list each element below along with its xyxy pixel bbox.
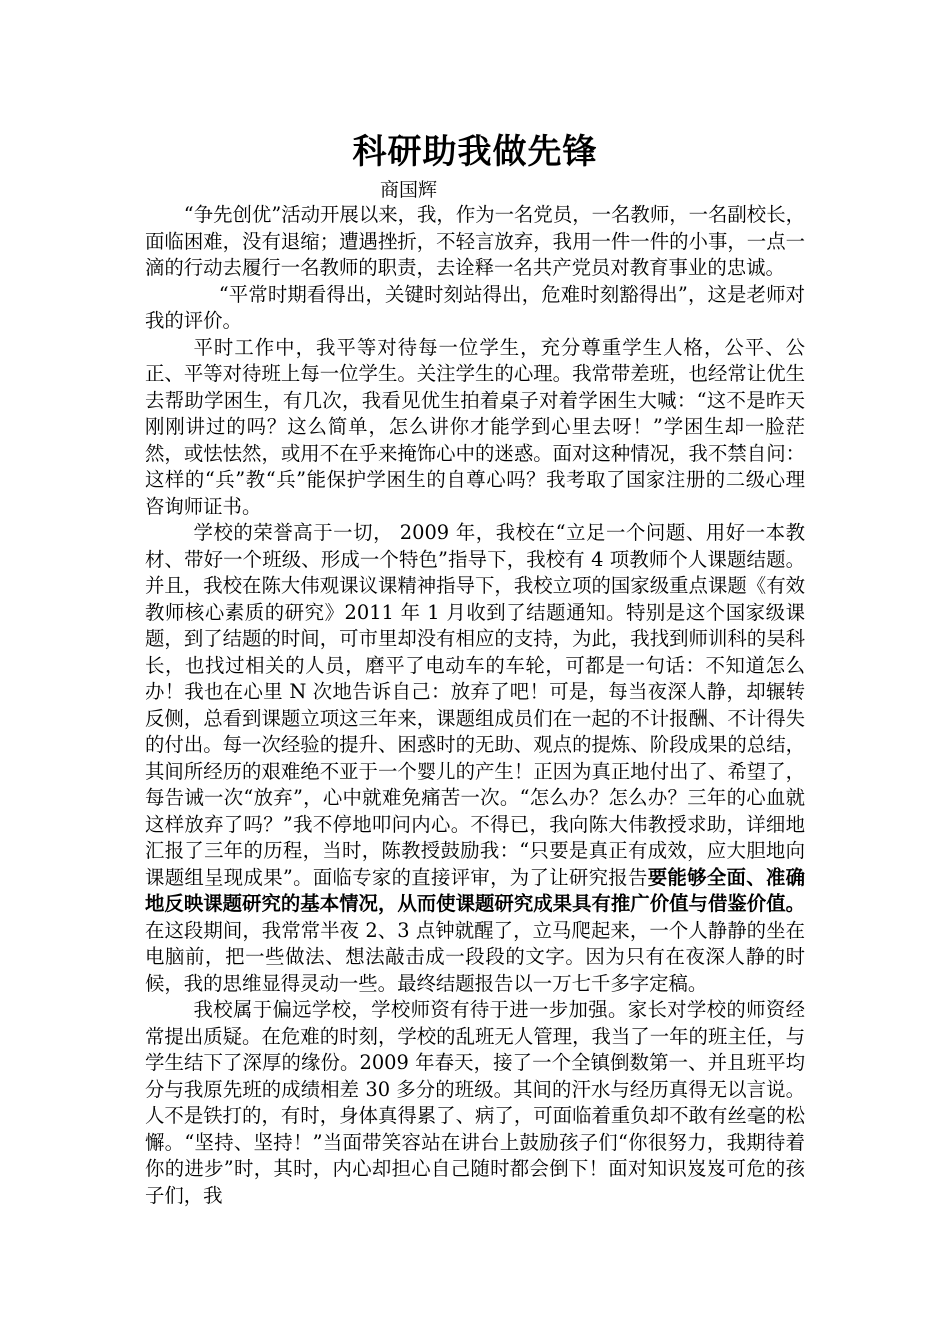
paragraph-4: [145, 520, 805, 997]
document-page: [145, 126, 805, 1209]
paragraph-3: 平时工作中，我平等对待每一位学生，充分尊重学生人格，公平、公正、平等对待班上每一位学生。关注学生的心理。我常带差班，也经常让优生去帮助学困生，有几次，我看见优生拍着桌子对着学困生大喊：“这不是昨天刚刚讲过的吗？这么简单，怎么讲你才能学到心里去呀！”学困生却一脸茫然，或怯怯然，或用不在乎来掩饰心中的迷惑。面对这种情况，我不禁自问：这样的“兵”教“兵”能保护学困生的自尊心吗？我考取了国家注册的二级心理咨询师证书。: [145, 335, 805, 518]
paragraph-4-bold-text: 要能够全面、准确地反映课题研究的基本情况，从而使课题研究成果具有推广价值与借鉴价值。: [145, 865, 806, 915]
paragraph-2: “平常时期看得出，关键时刻站得出，危难时刻豁得出”，这是老师对我的评价。: [145, 282, 805, 332]
paragraph-4-text-end: 在这段期间，我常常半夜 2、3 点钟就醒了，立马爬起来，一个人静静的坐在电脑前，把一些做法、想法敲击成一段段的文字。因为只有在夜深人静的时候，我的思维显得灵动一些。最终结题报告以一万七千多字定稿。: [145, 918, 805, 995]
paragraph-5: 我校属于偏远学校，学校师资有待于进一步加强。家长对学校的师资经常提出质疑。在危难的时刻，学校的乱班无人管理，我当了一年的班主任，与学生结下了深厚的缘份。2009 年春天，接了一个全镇倒数第一、并且班平均分与我原先班的成绩相差 30 多分的班级。其间的汗水与经历真得无以言说。人不是铁打的，有时，身体真得累了、病了，可面临着重负却不敢有丝毫的松懈。“坚持、坚持！”当面带笑容站在讲台上鼓励孩子们“你很努力，我期待着你的进步”时，其时，内心却担心自己随时都会倒下！面对知识岌岌可危的孩子们，我: [145, 998, 805, 1207]
document-title: 科研助我做先锋: [352, 132, 598, 172]
paragraph-1: “争先创优”活动开展以来，我，作为一名党员，一名教师，一名副校长，面临困难，没有退缩；遭遇挫折，不轻言放弃，我用一件一件的小事，一点一滴的行动去履行一名教师的职责，去诠释一名共产党员对教育事业的忠诚。: [145, 203, 805, 279]
author-name: 商国辉: [380, 179, 438, 201]
paragraph-4-text-start: 学校的荣誉高于一切， 2009 年，我校在“立足一个问题、用好一本教材、带好一个班级、形成一个特色”指导下，我校有 4 项教师个人课题结题。并且，我校在陈大伟观课议课精神指导下，我校立项的国家级重点课题《有效教师核心素质的研究》2011 年 1 月收到了结题通知。特别是这个国家级课题，到了结题的时间，可市里却没有相应的支持，为此，我找到师训科的吴科长，也找过相关的人员，磨平了电动车的车轮，可都是一句话：不知道怎么办！我也在心里 N 次地告诉自己：放弃了吧！可是，每当夜深人静，却辗转反侧，总看到课题立项这三年来，课题组成员们在一起的不计报酬、不计得失的付出。每一次经验的提升、困惑时的无助、观点的提炼、阶段成果的总结，其间所经历的艰难绝不亚于一个婴儿的产生！正因为真正地付出了、希望了，每告诫一次“放弃”，心中就难免痛苦一次。“怎么办？怎么办？三年的心血就这样放弃了吗？”我不停地叩问内心。不得已，我向陈大伟教授求助，详细地汇报了三年的历程，当时，陈教授鼓励我：“只要是真正有成效，应大胆地向课题组呈现成果”。面临专家的直接评审，为了让研究报告: [145, 521, 805, 889]
